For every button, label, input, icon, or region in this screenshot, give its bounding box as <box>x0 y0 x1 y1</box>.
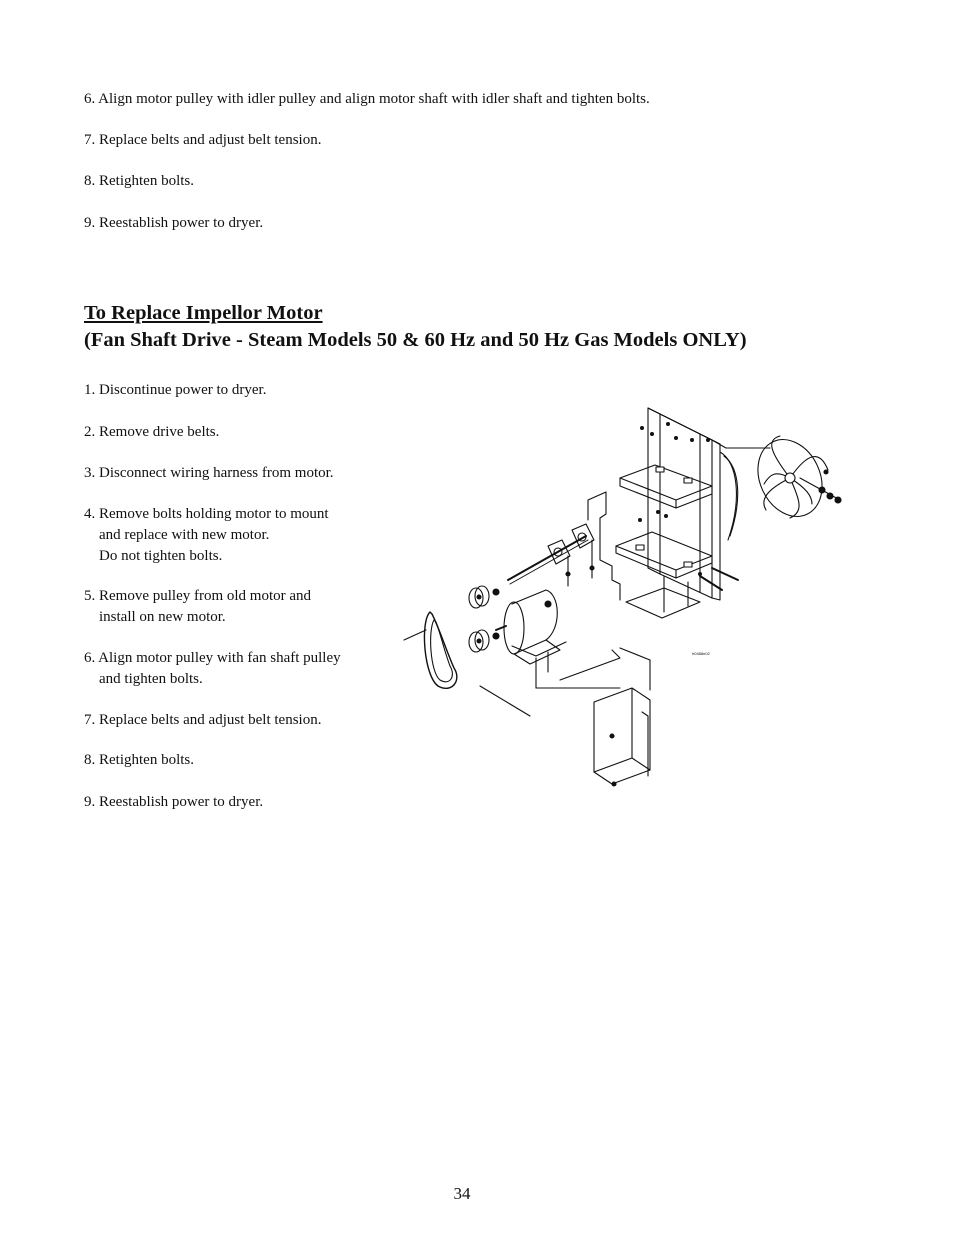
top-step-6: 6. Align motor pulley with idler pulley and align motor shaft with idler shaft and tighten bolts. <box>84 91 650 107</box>
pulleys <box>469 586 499 652</box>
step-5: 5. Remove pulley from old motor and install on new motor. <box>84 588 312 625</box>
step-8: 8. Retighten bolts. <box>84 752 194 768</box>
step-2: 2. Remove drive belts. <box>84 424 220 440</box>
section-title: To Replace Impellor Motor <box>84 302 323 324</box>
step-3: 3. Disconnect wiring harness from motor. <box>84 465 334 481</box>
page-number: 34 <box>453 1184 471 1203</box>
drawing-code-label: h0488e02 <box>692 651 710 656</box>
junction-box <box>594 648 650 786</box>
wiring-harness <box>588 492 620 600</box>
lower-shelf <box>616 532 712 578</box>
top-step-7: 7. Replace belts and adjust belt tension. <box>84 132 322 148</box>
step-6: 6. Align motor pulley with fan shaft pulley and tighten bolts. <box>84 650 341 687</box>
upper-shelf <box>620 465 712 508</box>
exploded-motor-assembly-diagram <box>400 400 860 800</box>
bearing-brackets <box>548 524 594 586</box>
motor <box>496 590 620 688</box>
step-9: 9. Reestablish power to dryer. <box>84 794 264 810</box>
step-1: 1. Discontinue power to dryer. <box>84 382 267 398</box>
impeller-fan <box>746 429 841 527</box>
step-4: 4. Remove bolts holding motor to mount and replace with new motor. Do not tighten bolts. <box>84 506 329 564</box>
base-plate <box>626 588 700 618</box>
step-7: 7. Replace belts and adjust belt tension. <box>84 712 322 728</box>
section-subtitle: (Fan Shaft Drive - Steam Models 50 & 60 Hz and 50 Hz Gas Models ONLY) <box>84 329 747 351</box>
top-step-8: 8. Retighten bolts. <box>84 173 194 189</box>
drive-belt <box>424 612 456 688</box>
top-step-9: 9. Reestablish power to dryer. <box>84 215 264 231</box>
fan-shroud <box>720 452 736 540</box>
